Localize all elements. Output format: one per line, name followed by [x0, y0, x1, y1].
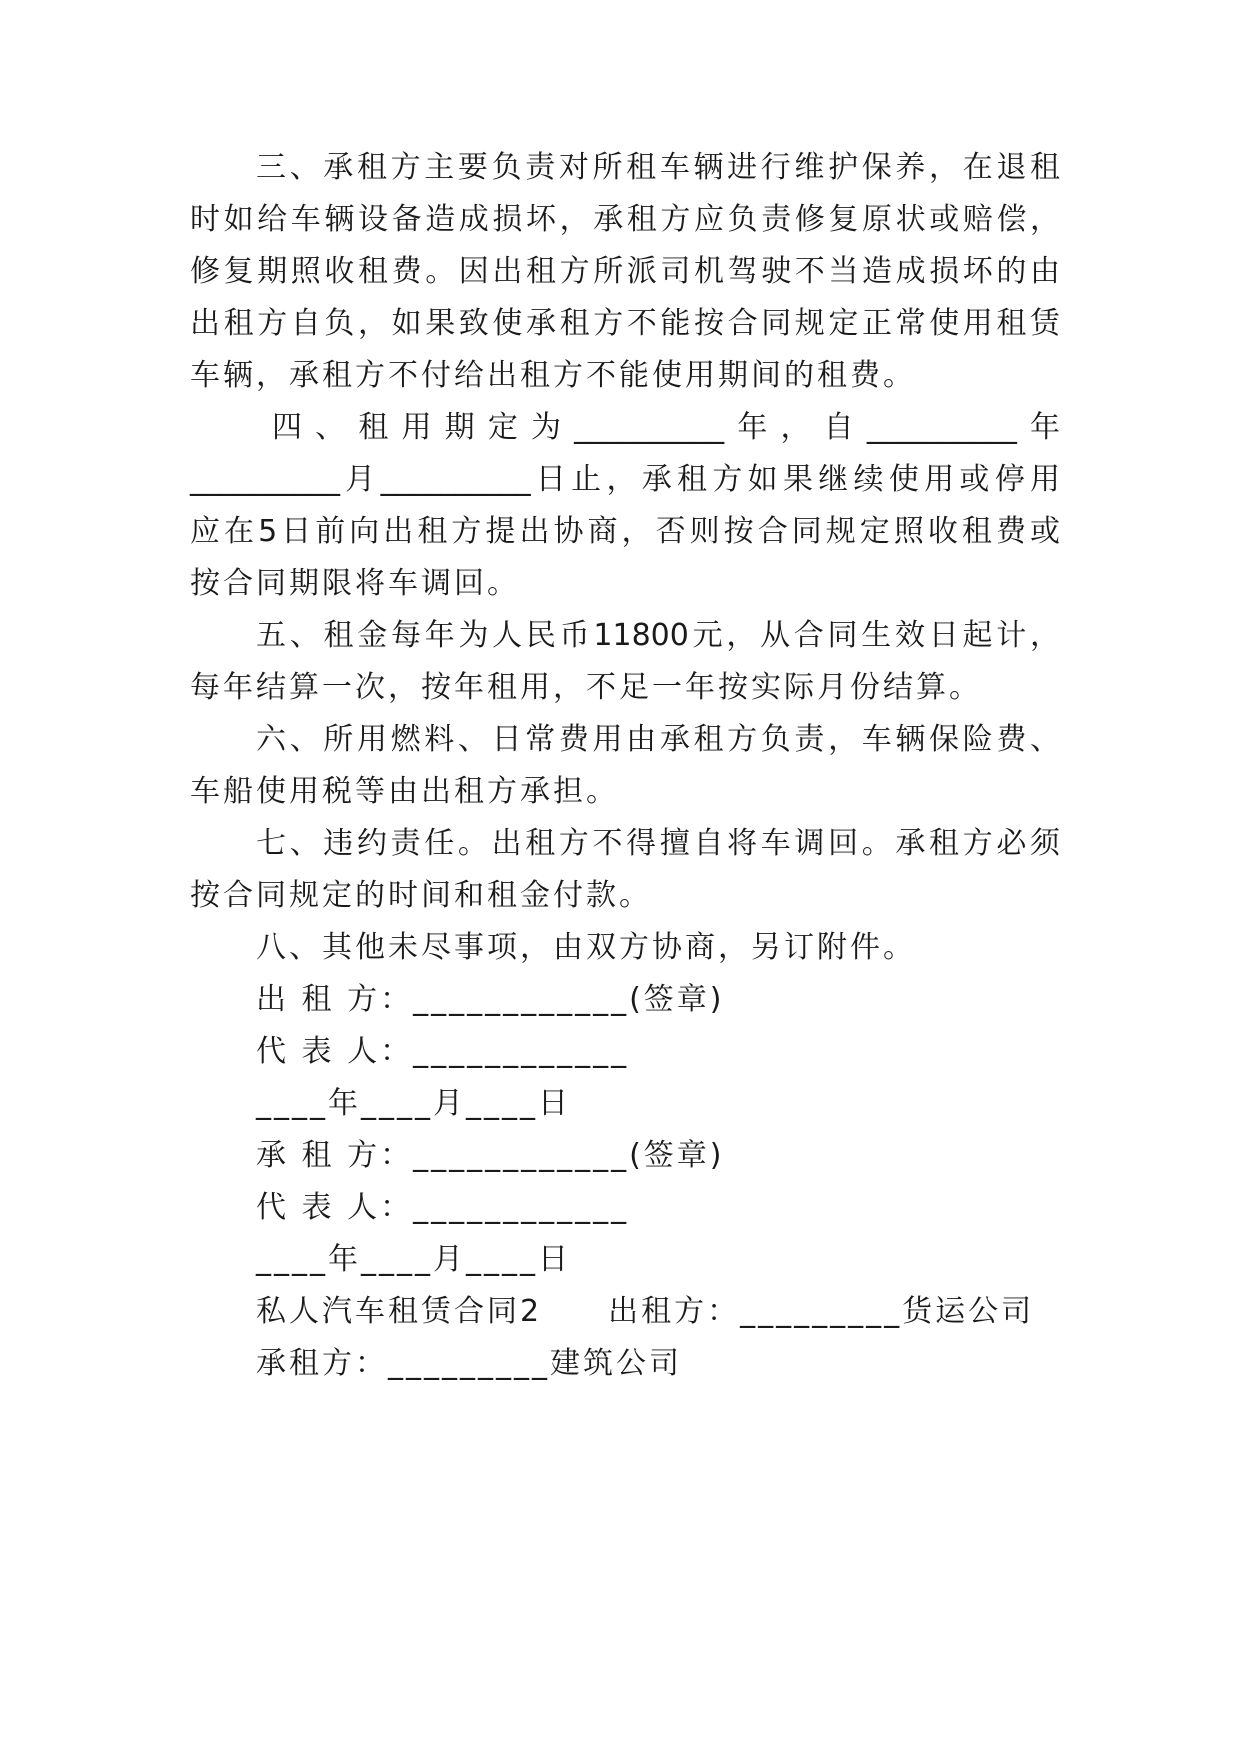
clause-3-line-3: 修复期照收租费。因出租方所派司机驾驶不当造成损坏的由 — [190, 254, 1060, 289]
lessee-signature-line: 承 租 方：____________(签章) — [256, 1138, 725, 1173]
clause-6-line-2: 车船使用税等由出租方承担。 — [190, 774, 619, 809]
clause-6-line-1: 六、所用燃料、日常费用由承租方负责，车辆保险费、 — [256, 722, 1060, 757]
clause-4-line-4: 按合同期限将车调回。 — [190, 566, 520, 601]
clause-4-line-3: 应在5日前向出租方提出协商，否则按合同规定照收租费或 — [190, 514, 1060, 549]
lessor-representative-line: 代 表 人：____________ — [256, 1034, 630, 1069]
lessee-date-line: ____年____月____日 — [256, 1242, 571, 1277]
contract-2-heading-line: 私人汽车租赁合同2 出租方：_________货运公司 — [256, 1294, 1035, 1329]
lessee-representative-line: 代 表 人：____________ — [256, 1190, 630, 1225]
clause-7-line-2: 按合同规定的时间和租金付款。 — [190, 878, 652, 913]
clause-8-line: 八、其他未尽事项，由双方协商，另订附件。 — [256, 930, 916, 965]
clause-7-line-1: 七、违约责任。出租方不得擅自将车调回。承租方必须 — [256, 826, 1060, 861]
clause-3-line-5: 车辆，承租方不付给出租方不能使用期间的租费。 — [190, 358, 916, 393]
clause-5-line-2: 每年结算一次，按年租用，不足一年按实际月份结算。 — [190, 670, 982, 705]
contract-2-lessee-line: 承租方：_________建筑公司 — [256, 1346, 682, 1381]
lessor-date-line: ____年____月____日 — [256, 1086, 571, 1121]
clause-4-line-1: 四、租用期定为__________年，自__________年 — [272, 410, 1060, 445]
clause-3-line-1: 三、承租方主要负责对所租车辆进行维护保养，在退租 — [256, 150, 1060, 185]
lessor-signature-line: 出 租 方：____________(签章) — [256, 982, 725, 1017]
clause-4-line-2: __________月__________日止，承租方如果继续使用或停用 — [190, 462, 1060, 497]
clause-3-line-2: 时如给车辆设备造成损坏，承租方应负责修复原状或赔偿， — [190, 202, 1060, 237]
clause-5-line-1: 五、租金每年为人民币11800元，从合同生效日起计， — [256, 618, 1060, 653]
clause-3-line-4: 出租方自负，如果致使承租方不能按合同规定正常使用租赁 — [190, 306, 1060, 341]
